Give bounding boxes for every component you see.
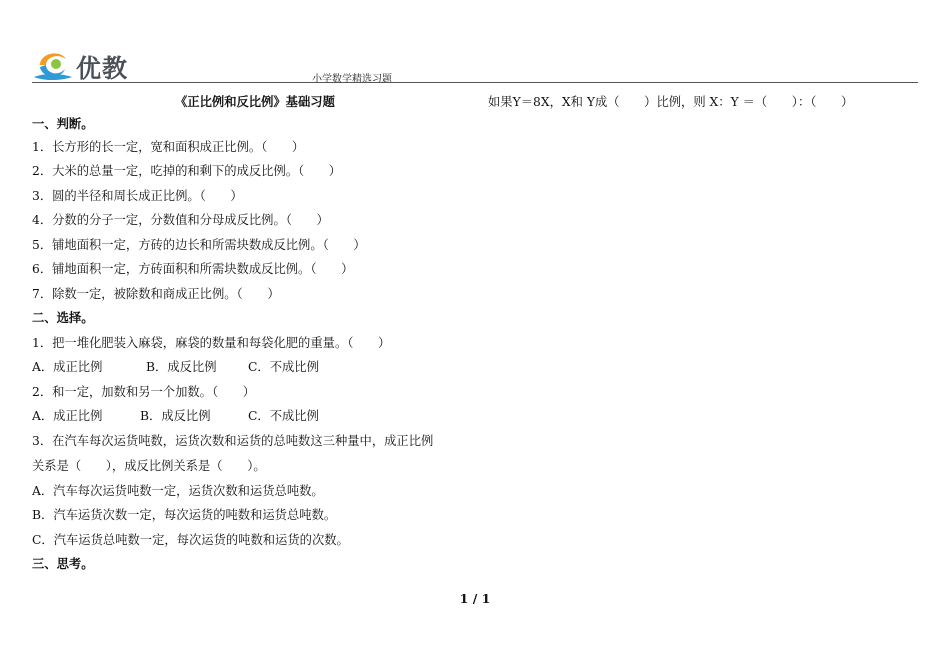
option-a: A．成正比例 — [32, 360, 103, 374]
option-c: C．不成比例 — [248, 409, 319, 423]
logo-text: 优教 — [76, 54, 129, 83]
judgement-item: 1．长方形的长一定，宽和面积成正比例。（ ） — [32, 140, 305, 154]
choice-question-continued: 关系是（ ），成反比例关系是（ ）。 — [32, 459, 266, 473]
judgement-item: 6．铺地面积一定，方砖面积和所需块数成反比例。（ ） — [32, 262, 354, 276]
brand-logo — [32, 47, 132, 83]
judgement-item: 7．除数一定，被除数和商成正比例。（ ） — [32, 287, 280, 301]
judgement-item: 2．大米的总量一定，吃掉的和剩下的成反比例。（ ） — [32, 164, 342, 178]
document-title: 《正比例和反比例》基础习题 — [175, 94, 335, 109]
page-number: 1 / 1 — [459, 591, 491, 606]
choice-options — [32, 359, 319, 375]
judgement-item: 3．圆的半径和周长成正比例。（ ） — [32, 189, 243, 203]
judgement-item: 5．铺地面积一定，方砖的边长和所需块数成反比例。（ ） — [32, 238, 366, 252]
choice-option-c: C．汽车运货总吨数一定，每次运货的吨数和运货的次数。 — [32, 533, 349, 547]
choice-option-b: B．汽车运货次数一定，每次运货的吨数和运货总吨数。 — [32, 508, 337, 522]
header-subtitle: 小学数学精选习题 — [312, 74, 392, 85]
option-a: A．成正比例 — [32, 409, 103, 423]
choice-question: 2．和一定，加数和另一个加数。（ ） — [32, 385, 256, 399]
choice-options — [32, 408, 319, 424]
side-question: 如果Y＝8X，X和 Y成（ ）比例，则 X：Y ＝（ ）：（ ） — [488, 95, 854, 109]
option-b: B．成反比例 — [146, 360, 217, 374]
header-divider — [32, 82, 918, 83]
option-c: C．不成比例 — [248, 360, 319, 374]
section-heading-judgement: 一、判断。 — [32, 116, 94, 131]
choice-question: 3．在汽车每次运货吨数，运货次数和运货的总吨数这三种量中，成正比例 — [32, 434, 434, 448]
judgement-item: 4．分数的分子一定，分数值和分母成反比例。（ ） — [32, 213, 329, 227]
logo-swirl-icon — [32, 47, 74, 83]
option-b: B．成反比例 — [140, 409, 211, 423]
section-heading-choice: 二、选择。 — [32, 310, 94, 325]
choice-question: 1．把一堆化肥装入麻袋，麻袋的数量和每袋化肥的重量。（ ） — [32, 336, 391, 350]
choice-option-a: A．汽车每次运货吨数一定，运货次数和运货总吨数。 — [32, 484, 324, 498]
section-heading-thinking: 三、思考。 — [32, 556, 94, 571]
